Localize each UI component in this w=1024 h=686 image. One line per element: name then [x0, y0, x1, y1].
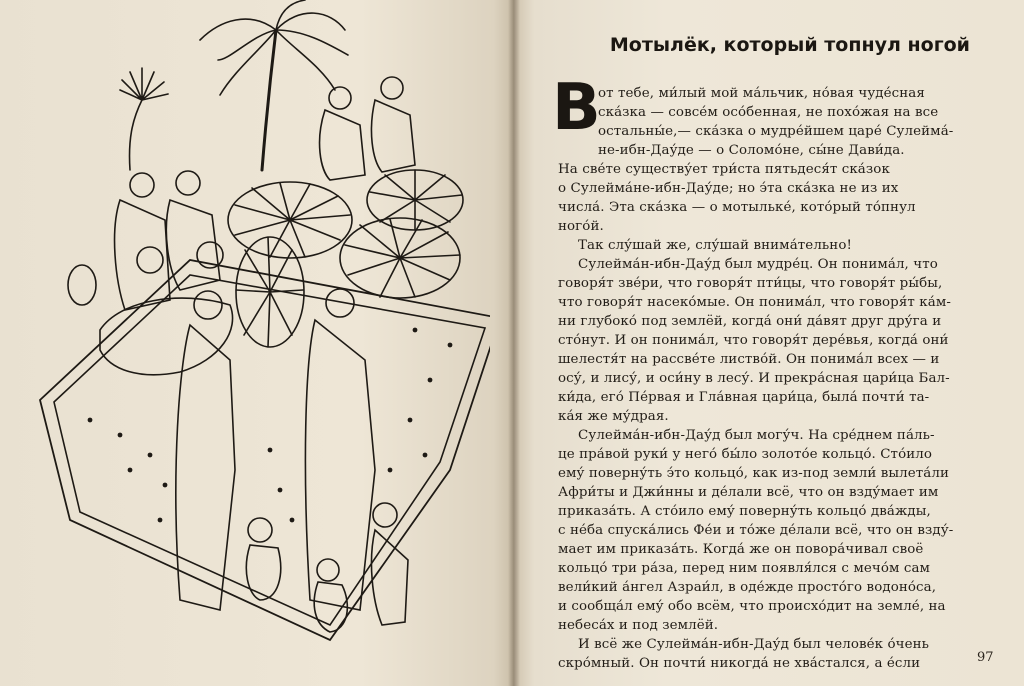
text-line: числа́. Эта ска́зка — о мотыльке́, кото́рый то́пнул [558, 200, 916, 215]
text-line: кольцо́ три ра́за, перед ним появля́лся с мечо́м сам [558, 561, 931, 576]
text-line: что говоря́т насеко́мые. Он понима́л, что говоря́т ка́м- [558, 295, 951, 310]
text-line: И всё же Сулейма́н-ибн-Дау́д был челове́к о́чень [578, 637, 930, 652]
text-line: о Сулейма́не-ибн-Дау́де; но э́та ска́зка не из их [558, 181, 899, 196]
story-title: Мотылёк, который топнул ногой [609, 34, 970, 56]
text-line: На све́те существу́ет три́ста пятьдеся́т ска́зок [558, 162, 890, 177]
text-line: скро́мный. Он почти́ никогда́ не хва́стался, а е́сли [558, 656, 921, 671]
text-line: Афри́ты и Джи́нны и де́лали всё, что он взду́мает им [558, 485, 939, 500]
text-line: ка́я же му́драя. [558, 409, 669, 424]
text-line: ного́й. [558, 219, 604, 234]
text-line: сто́нут. И он понима́л, что говоря́т дере́вья, когда́ они́ [558, 333, 949, 348]
text-line: не-ибн-Дау́де — о Соломо́не, сы́не Дави́да. [598, 143, 905, 158]
text-line: ни глубоко́ под землёй, когда́ они́ да́вят друг дру́га и [558, 314, 942, 329]
text-line: и сообща́л ему́ обо всём, что происхо́дит на земле́, на [558, 599, 946, 614]
text-line: осу́, и лису́, и оси́ну в лесу́. И прекра́сная цари́ца Бал- [558, 371, 950, 386]
text-line: Сулейма́н-ибн-Дау́д был мудре́ц. Он понима́л, что [578, 257, 938, 272]
text-line: це пра́вой руки́ у него́ бы́ло золото́е кольцо́. Сто́ило [558, 447, 933, 462]
text-line: шелестя́т на рассве́те листво́й. Он понима́л всех — и [558, 352, 940, 367]
text-line: Сулейма́н-ибн-Дау́д был могу́ч. На сре́днем па́ль- [578, 428, 935, 443]
text-line: ему́ поверну́ть э́то кольцо́, как из-под земли́ вылета́ли [558, 466, 949, 481]
text-line: ска́зка — совсе́м осо́бенная, не похо́жая на все [598, 105, 939, 120]
text-line: говоря́т зве́ри, что говоря́т пти́цы, что говоря́т ры́бы, [558, 276, 943, 291]
text-line: ки́да, его́ Пе́рвая и Гла́вная цари́ца, была́ почти́ та- [558, 390, 930, 405]
drop-cap: В [552, 71, 601, 145]
text-line: приказа́ть. А сто́ило ему́ поверну́ть кольцо́ два́жды, [558, 504, 931, 519]
text-line: вели́кий а́нгел Азраи́л, в оде́жде просто́го водоно́са, [558, 580, 937, 595]
text-line: небеса́х и под землёй. [558, 618, 719, 633]
text-line: остальны́е,— ска́зка о мудре́йшем царе́ Сулейма́- [598, 124, 954, 139]
text-line: мает им приказа́ть. Когда́ же он повора́чивал своё [558, 542, 924, 557]
text-line: Так слу́шай же, слу́шай внима́тельно! [578, 238, 852, 253]
text-line: от тебе, ми́лый мой ма́льчик, но́вая чуде́сная [598, 86, 925, 101]
text-line: с не́ба спуска́лись Фе́и и то́же де́лали всё, что он взду́- [558, 523, 954, 538]
page-number: 97 [977, 650, 994, 665]
